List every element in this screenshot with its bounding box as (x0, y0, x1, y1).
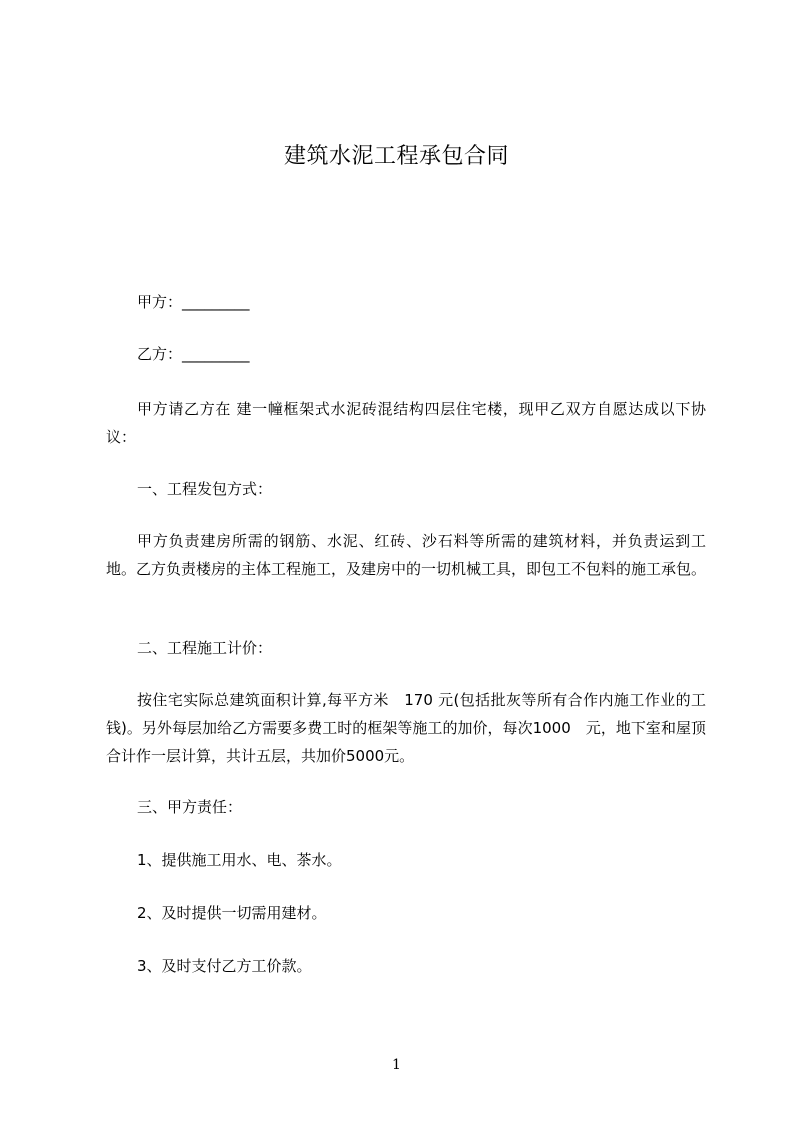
section-1-body: 甲方负责建房所需的钢筋、水泥、红砖、沙石料等所需的建筑材料，并负责运到工地。乙方负责楼房的主体工程施工，及建房中的一切机械工具，即包工不包料的施工承包。 (106, 532, 707, 578)
section-3-item-3: 3、及时支付乙方工价款。 (137, 957, 312, 975)
page-number: 1 (392, 1057, 401, 1073)
section-2-heading: 二、工程施工计价： (137, 639, 273, 657)
section-3-item-2: 2、及时提供一切需用建材。 (137, 904, 327, 922)
intro-paragraph: 甲方请乙方在 建一幢框架式水泥砖混结构四层住宅楼，现甲乙双方自愿达成以下协议： (106, 400, 706, 446)
document-title: 建筑水泥工程承包合同 (283, 144, 509, 169)
section-1-heading: 一、工程发包方式： (137, 480, 273, 498)
party-b-line: 乙方：_________ (137, 345, 250, 363)
section-2-body: 按住宅实际总建筑面积计算,每平方米 170 元(包括批灰等所有合作内施工作业的工钱)。另外每层加给乙方需要多费工时的框架等施工的加价，每次1000 元，地下室和屋顶合计作一层计算，共计五层，共加价5000元。 (106, 691, 706, 765)
party-a-line: 甲方：_________ (137, 293, 250, 311)
section-3-heading: 三、甲方责任： (137, 798, 243, 816)
section-3-item-1: 1、提供施工用水、电、茶水。 (137, 851, 342, 869)
